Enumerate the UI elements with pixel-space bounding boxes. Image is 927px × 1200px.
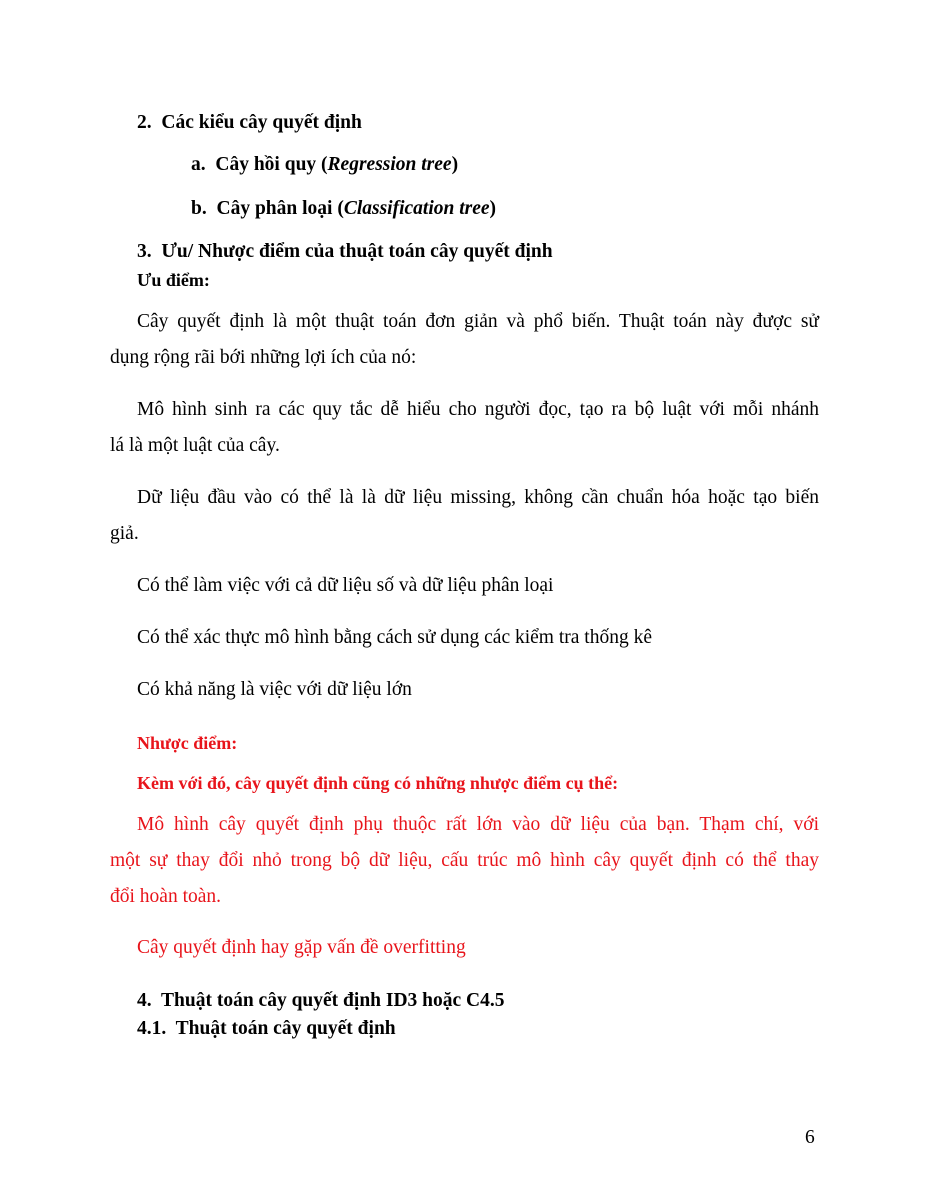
cons-intro: Kèm với đó, cây quyết định cũng có những nhược điểm cụ thể:: [137, 773, 619, 793]
cons-paragraph-1-line-3: đổi hoàn toàn.: [110, 886, 222, 907]
cons-heading: Nhược điểm:: [137, 733, 238, 753]
section-3-title: Ưu/ Nhược điểm của thuật toán cây quyết định: [161, 241, 553, 262]
list-item-paren-open: (: [321, 154, 328, 175]
cons-paragraph-1-line-2: một sự thay đổi nhỏ trong bộ dữ liệu, cấu trúc mô hình cây quyết định có thể thay: [110, 850, 819, 871]
list-item-label: Cây hồi quy: [215, 154, 317, 175]
section-2-heading: [137, 111, 362, 135]
list-item-paren-open: (: [337, 198, 344, 219]
section-2-title: Các kiểu cây quyết định: [161, 112, 362, 133]
section-4-1-heading: [137, 1017, 396, 1041]
list-item-english-term: Regression tree: [327, 154, 452, 175]
list-item-english-term: Classification tree: [343, 198, 490, 219]
pros-intro-line-2: dụng rộng rãi bới những lợi ích của nó:: [110, 347, 417, 368]
section-4-1-title: Thuật toán cây quyết định: [175, 1018, 396, 1039]
section-4-title: Thuật toán cây quyết định ID3 hoặc C4.5: [161, 990, 505, 1011]
pros-paragraph-1-line-1: Mô hình sinh ra các quy tắc dễ hiểu cho người đọc, tạo ra bộ luật với mỗi nhánh: [137, 399, 819, 420]
section-4-heading: [137, 989, 505, 1013]
pros-paragraph-3: Có thể làm việc với cả dữ liệu số và dữ liệu phân loại: [137, 575, 554, 596]
section-3-heading: [137, 240, 553, 264]
pros-paragraph-2-line-1: Dữ liệu đầu vào có thể là là dữ liệu missing, không cần chuẩn hóa hoặc tạo biến: [137, 487, 819, 508]
pros-heading: Ưu điểm:: [137, 270, 210, 290]
pros-paragraph-5: Có khả năng là việc với dữ liệu lớn: [137, 679, 412, 700]
section-3-number: 3.: [137, 241, 152, 262]
page-number: 6: [805, 1127, 815, 1148]
list-item-paren-close: ): [489, 198, 497, 219]
section-4-number: 4.: [137, 990, 152, 1011]
pros-paragraph-4: Có thể xác thực mô hình bằng cách sử dụng các kiểm tra thống kê: [137, 627, 652, 648]
list-item-regression-tree: [191, 153, 458, 177]
pros-intro-line-1: Cây quyết định là một thuật toán đơn giản và phổ biến. Thuật toán này được sử: [137, 311, 819, 332]
pros-paragraph-1-line-2: lá là một luật của cây.: [110, 435, 280, 456]
cons-paragraph-2: Cây quyết định hay gặp vấn đề overfitting: [137, 937, 466, 958]
list-item-classification-tree: [191, 197, 496, 221]
list-item-marker: b.: [191, 198, 207, 219]
pros-paragraph-2-line-2: giả.: [110, 523, 139, 544]
section-2-number: 2.: [137, 112, 152, 133]
list-item-paren-close: ): [451, 154, 459, 175]
list-item-marker: a.: [191, 154, 206, 175]
cons-paragraph-1-line-1: Mô hình cây quyết định phụ thuộc rất lớn vào dữ liệu của bạn. Thạm chí, với: [137, 814, 819, 835]
list-item-label: Cây phân loại: [216, 198, 333, 219]
section-4-1-number: 4.1.: [137, 1018, 167, 1039]
